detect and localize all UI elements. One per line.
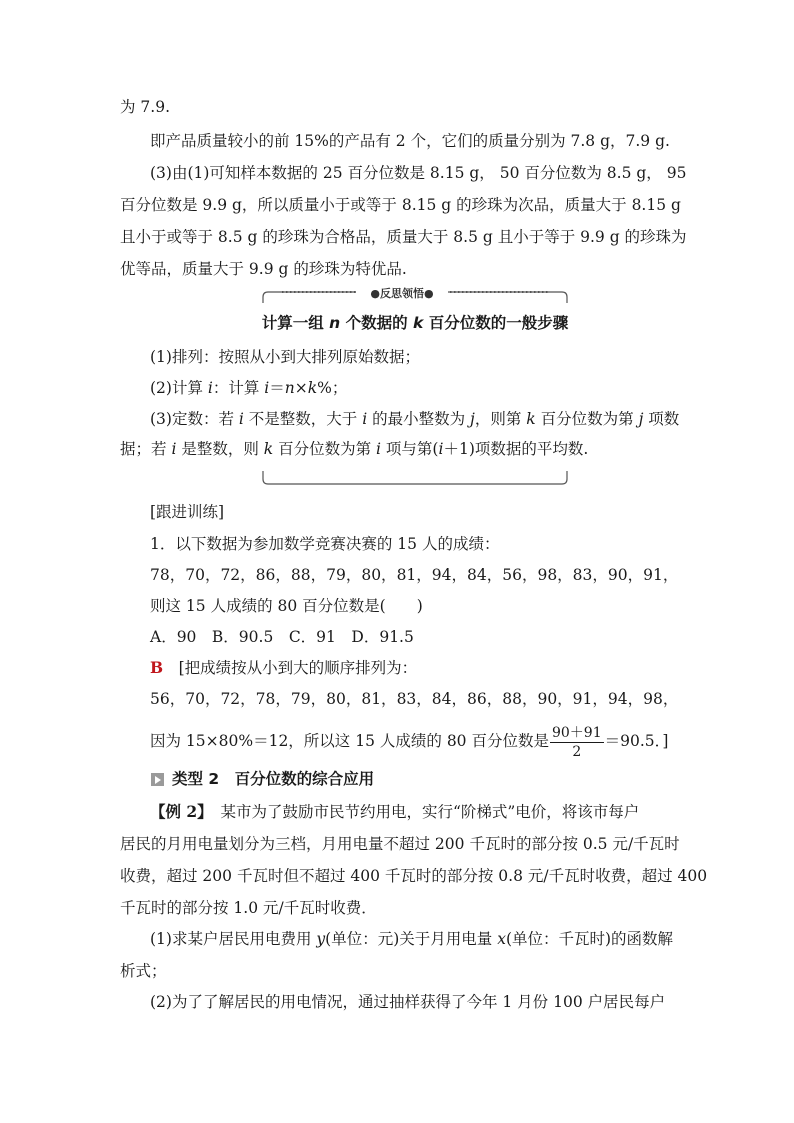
example-2-line: 【例 2】 某市为了鼓励市民节约用电，实行“阶梯式”电价，将该市每户: [150, 802, 640, 821]
reflect-box-bottom-border: [262, 470, 568, 486]
reflect-title: 计算一组 n 个数据的 k 百分位数的一般步骤: [261, 314, 569, 332]
example-2-line: 居民的月用电量划分为三档，月用电量不超过 200 千瓦时的部分按 0.5 元/千瓦时: [120, 835, 680, 853]
example-2-line: 千瓦时的部分按 1.0 元/千瓦时收费．: [120, 899, 377, 917]
reflect-label: ●反思领悟●: [356, 285, 448, 302]
practice-solution-end: 因为 15×80%＝12，所以这 15 人成绩的 80 百分位数是 $\frac{90+91}{2}$ ＝90.5．]: [150, 724, 669, 760]
reflect-step-1: (1)排列：按照从小到大排列原始数据；: [150, 348, 420, 366]
example-2-question-1: (1)求某户居民用电费用 y(单位：元)关于月用电量 x(单位：千瓦时)的函数解: [150, 930, 674, 948]
practice-question: 1．以下数据为参加数学竞赛决赛的 15 人的成绩：: [150, 535, 500, 553]
text-line: 优等品，质量大于 9.9 g 的珍珠为特优品.: [120, 260, 407, 278]
example-tag: 【例 2】: [150, 802, 205, 821]
text-line: 为 7.9.: [120, 98, 171, 116]
practice-data: 78，70，72，86，88，79，80，81，94，84，56，98，83，90，91，: [150, 566, 679, 584]
text-line: 即产品质量较小的前 15%的产品有 2 个，它们的质量分别为 7.8 g，7.9 g.: [150, 132, 670, 150]
answer-letter: B: [150, 658, 164, 677]
practice-solution-start: B [把成绩按从小到大的顺序排列为：: [150, 658, 418, 677]
practice-ask: 则这 15 人成绩的 80 百分位数是( ): [150, 597, 423, 615]
reflect-step-3: (3)定数：若 i 不是整数，大于 i 的最小整数为 j，则第 k 百分位数为第 j 项数: [150, 410, 680, 428]
fraction: $\frac{90+91}{2}$: [551, 724, 602, 760]
practice-options: A．90 B．90.5 C．91 D．91.5: [150, 628, 414, 646]
section-heading-type-2: 类型 2 百分位数的综合应用: [172, 770, 375, 788]
practice-heading: [跟进训练]: [150, 503, 225, 521]
play-triangle-icon: [151, 773, 164, 786]
reflect-step-2: (2)计算 i：计算 i＝n×k%；: [150, 379, 348, 397]
text-line: (3)由(1)可知样本数据的 25 百分位数是 8.15 g， 50 百分位数为 8.5 g， 95: [150, 164, 687, 182]
text-line: 且小于或等于 8.5 g 的珍珠为合格品，质量大于 8.5 g 且小于等于 9.9 g 的珍珠为: [120, 228, 687, 246]
practice-sorted-data: 56，70，72，78，79，80，81，83，84，86，88，90，91，94，98，: [150, 690, 679, 708]
text-line: 百分位数是 9.9 g，所以质量小于或等于 8.15 g 的珍珠为次品，质量大于 8.15 g: [120, 196, 681, 214]
example-2-question-2: (2)为了了解居民的用电情况，通过抽样获得了今年 1 月份 100 户居民每户: [150, 993, 666, 1011]
example-2-question-1-cont: 析式；: [120, 962, 167, 980]
example-2-line: 收费，超过 200 千瓦时但不超过 400 千瓦时的部分按 0.8 元/千瓦时收费，超过 400: [120, 867, 708, 885]
reflect-step-3-cont: 据；若 i 是整数，则 k 百分位数为第 i 项与第(i＋1)项数据的平均数.: [120, 440, 589, 458]
